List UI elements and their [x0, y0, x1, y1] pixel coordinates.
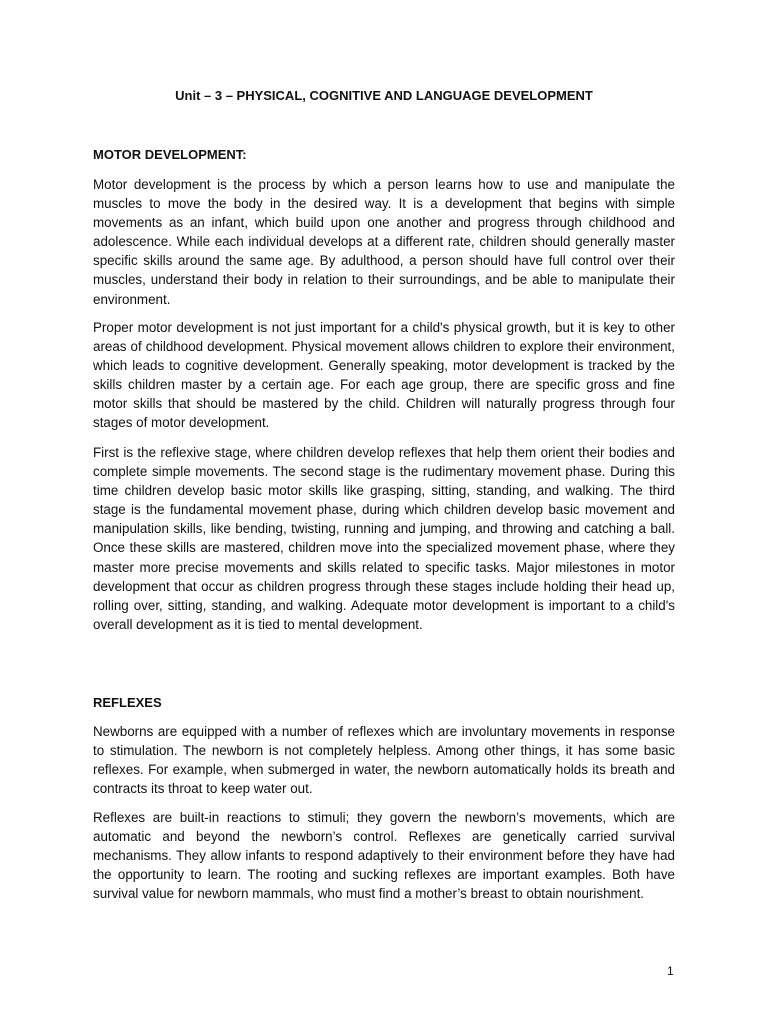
document-title: Unit – 3 – PHYSICAL, COGNITIVE AND LANGUAGE DEVELOPMENT — [175, 88, 593, 103]
paragraph: Motor development is the process by which a person learns how to use and manipulate the muscles to move the body in the desired way. It is a development that begins with simple movements as an infant, which build upon one another and progress through childhood and adolescence. While each individual develops at a different rate, children should generally master specific skills around the same age. By adulthood, a person should have full control over their muscles, understand their body in relation to their surroundings, and be able to manipulate their environment. — [93, 177, 675, 307]
paragraph: Proper motor development is not just important for a child's physical growth, but it is key to other areas of childhood development. Physical movement allows children to explore their environment, which leads to cognitive development. Generally speaking, motor development is tracked by the skills children master by a certain age. For each age group, there are specific gross and fine motor skills that should be mastered by the child. Children will naturally progress through four stages of motor development. — [93, 320, 675, 431]
section-heading-motor-development: MOTOR DEVELOPMENT: — [93, 147, 247, 162]
paragraph: Newborns are equipped with a number of reflexes which are involuntary movements in response to stimulation. The newborn is not completely helpless. Among other things, it has some basic reflexes. For example, when submerged in water, the newborn automatically holds its breath and contracts its throat to keep water out. — [93, 724, 675, 797]
paragraph: First is the reflexive stage, where children develop reflexes that help them orient their bodies and complete simple movements. The second stage is the rudimentary movement phase. During this time children develop basic motor skills like grasping, sitting, standing, and walking. The third stage is the fundamental movement phase, during which children develop basic movement and manipulation skills, like bending, twisting, running and jumping, and throwing and catching a ball. Once these skills are mastered, children move into the specialized movement phase, where they master more precise movements and skills related to specific tasks. Major milestones in motor development that occur as children progress through these stages include holding their head up, rolling over, sitting, standing, and walking. Adequate motor development is important to a child's overall development as it is tied to mental development. — [93, 445, 675, 632]
paragraph: Reflexes are built-in reactions to stimuli; they govern the newborn’s movements, which are automatic and beyond the newborn’s control. Reflexes are genetically carried survival mechanisms. They allow infants to respond adaptively to their environment before they have had the opportunity to learn. The rooting and sucking reflexes are important examples. Both have survival value for newborn mammals, who must find a mother’s breast to obtain nourishment. — [93, 810, 675, 902]
section-heading-reflexes: REFLEXES — [93, 695, 162, 710]
page-number: 1 — [667, 964, 674, 978]
